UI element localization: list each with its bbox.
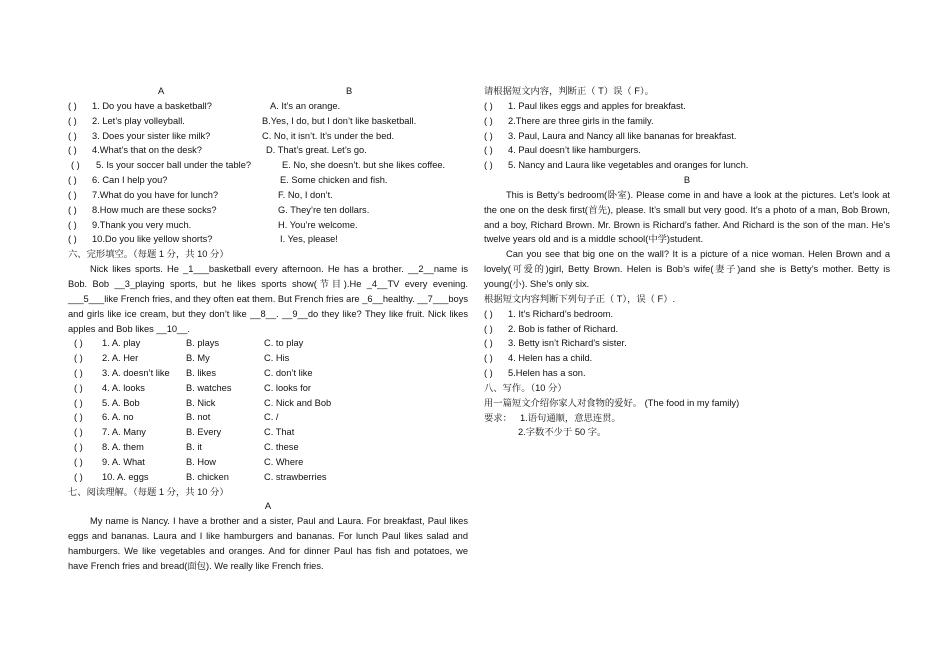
option-b: B. not — [186, 412, 211, 423]
matching-answer: I. Yes, please! — [280, 234, 338, 245]
matching-headers — [68, 84, 468, 99]
tf-statement: 1. It’s Richard’s bedroom. — [508, 308, 614, 319]
answer-blank: ( ) — [484, 100, 493, 111]
option-a: 9. A. What — [102, 456, 145, 467]
reading-b-instruction: 根据短文内容判断下列句子正（ T），误（ F）. — [484, 293, 676, 304]
answer-blank: ( ) — [74, 427, 83, 438]
tf-item — [484, 322, 890, 337]
matching-answer: D. That’s great. Let’s go. — [266, 145, 367, 156]
cloze-option-row — [68, 440, 468, 455]
reading-b-label: B — [683, 175, 691, 186]
matching-question: 10.Do you like yellow shorts? — [92, 234, 213, 245]
tf-item — [484, 351, 890, 366]
answer-blank: ( ) — [484, 160, 493, 171]
left-column — [68, 84, 468, 574]
tf-item — [484, 114, 890, 129]
matching-question: 4.What’s that on the desk? — [92, 145, 202, 156]
tf-statement: 4. Paul doesn’t like hamburgers. — [508, 145, 641, 156]
matching-answer: C. No, it isn’t. It’s under the bed. — [262, 130, 395, 141]
matching-question: 8.How much are these socks? — [92, 204, 217, 215]
answer-blank: ( ) — [68, 219, 77, 230]
answer-blank: ( ) — [68, 130, 77, 141]
cloze-option-row — [68, 410, 468, 425]
option-c: C. these — [264, 442, 299, 453]
option-b: B. Nick — [186, 397, 216, 408]
requirement-1-text: 1.语句通顺，意思连贯。 — [520, 412, 621, 423]
answer-blank: ( ) — [68, 100, 77, 111]
cloze-option-row — [68, 455, 468, 470]
answer-blank: ( ) — [484, 323, 493, 334]
answer-blank: ( ) — [74, 338, 83, 349]
reading-b-questions — [484, 307, 890, 381]
requirement-label: 要求： — [484, 412, 512, 423]
cloze-passage: Nick likes sports. He _1___basketball every afternoon. He has a brother. __2__name is Bob. Bob __3_playing sports, but he likes sports show(节目).He _4__TV every evening. ___5___like French fries, and they often eat them. But French fries are _6__healthy. __7___boys and girls like ice cream, but they don’t like __8__. __9__do they like? They like fruit. Nick likes apples and Bob likes __10__. — [68, 264, 468, 334]
answer-blank: ( ) — [74, 352, 83, 363]
answer-blank: ( ) — [68, 204, 77, 215]
tf-statement: 5. Nancy and Laura like vegetables and oranges for lunch. — [508, 160, 749, 171]
matching-question: 7.What do you have for lunch? — [92, 189, 219, 200]
option-a: 2. A. Her — [102, 352, 139, 363]
option-a: 8. A. them — [102, 442, 144, 453]
option-c: C. Nick and Bob — [264, 397, 332, 408]
cloze-option-row — [68, 470, 468, 485]
matching-item — [68, 129, 468, 144]
matching-item — [68, 218, 468, 233]
answer-blank: ( ) — [484, 130, 493, 141]
option-c: C. That — [264, 427, 295, 438]
cloze-option-row — [68, 336, 468, 351]
cloze-option-row — [68, 351, 468, 366]
option-b: B. chicken — [186, 471, 229, 482]
matching-item — [68, 114, 468, 129]
answer-blank: ( ) — [68, 175, 77, 186]
matching-item — [68, 99, 468, 114]
matching-answer: B.Yes, I do, but I don’t like basketball. — [262, 115, 417, 126]
reading-a-passage: My name is Nancy. I have a brother and a sister, Paul and Laura. For breakfast, Paul likes eggs and bananas. Laura and I like hamburgers and bananas. For lunch Paul likes salad and hamburgers. We like vegetables and oranges. And for dinner Paul has fish and potatoes, we have French fries and bread(面包). We really like French fries. — [68, 516, 468, 571]
answer-blank: ( ) — [68, 115, 77, 126]
matching-answer: E. No, she doesn’t. but she likes coffee. — [282, 160, 446, 171]
matching-answer: A. It’s an orange. — [270, 100, 341, 111]
right-column — [484, 84, 890, 440]
writing-requirement-1 — [484, 411, 890, 426]
matching-item — [68, 158, 468, 173]
matching-question: 6. Can I help you? — [92, 175, 168, 186]
reading-b-passage-1: This is Betty’s bedroom(卧室). Please come in and have a look at the pictures. Let’s look at the one on the desk first(首先), please. It’s small but very good. It’s a photo of a man, Bob Brown, and a boy, Richard Brown. Mr. Brown is Richard’s father. And Richard is the son of the man. He’s twelve years old and is a middle school(中学)student. — [484, 189, 890, 245]
matching-header-a: A — [158, 86, 165, 96]
reading-a-questions — [484, 99, 890, 173]
option-a: 1. A. play — [102, 338, 141, 349]
cloze-option-row — [68, 381, 468, 396]
cloze-option-row — [68, 425, 468, 440]
option-b: B. My — [186, 352, 210, 363]
answer-blank: ( ) — [484, 115, 493, 126]
option-a: 6. A. no — [102, 412, 134, 423]
reading-a-instruction: 请根据短文内容，判断正（ T）误（ F）。 — [484, 86, 654, 96]
option-b: B. watches — [186, 382, 232, 393]
matching-answer: F. No, I don’t. — [278, 189, 333, 200]
option-b: B. Every — [186, 427, 222, 438]
option-a: 5. A. Bob — [102, 397, 140, 408]
option-c: C. Where — [264, 456, 304, 467]
tf-item — [484, 143, 890, 158]
answer-blank: ( ) — [74, 412, 83, 423]
matching-question: 1. Do you have a basketball? — [92, 100, 212, 111]
answer-blank: ( ) — [68, 189, 77, 200]
option-c: C. / — [264, 412, 279, 423]
answer-blank: ( ) — [484, 308, 493, 319]
matching-question: 2. Let’s play volleyball. — [92, 115, 185, 126]
matching-item — [68, 173, 468, 188]
matching-question: 5. Is your soccer ball under the table? — [96, 160, 252, 171]
tf-statement: 2.There are three girls in the family. — [508, 115, 654, 126]
reading-heading: 七、阅读理解。（每题 1 分，共 10 分） — [68, 486, 229, 497]
cloze-options — [68, 336, 468, 484]
option-a: 3. A. doesn’t like — [102, 367, 170, 378]
option-b: B. likes — [186, 367, 216, 378]
matching-answer: G. They’re ten dollars. — [278, 204, 370, 215]
matching-answer: E. Some chicken and fish. — [280, 175, 388, 186]
answer-blank: ( ) — [484, 368, 493, 379]
matching-question: 9.Thank you very much. — [92, 219, 192, 230]
option-c: C. to play — [264, 338, 304, 349]
matching-question: 3. Does your sister like milk? — [92, 130, 211, 141]
answer-blank: ( ) — [74, 382, 83, 393]
option-b: B. it — [186, 442, 203, 453]
cloze-option-row — [68, 396, 468, 411]
matching-item — [68, 232, 468, 247]
answer-blank: ( ) — [74, 471, 83, 482]
tf-item — [484, 366, 890, 381]
answer-blank: ( ) — [484, 338, 493, 349]
tf-item — [484, 307, 890, 322]
answer-blank: ( ) — [68, 145, 77, 156]
option-c: C. His — [264, 352, 290, 363]
option-b: B. How — [186, 456, 216, 467]
matching-item — [68, 203, 468, 218]
tf-item — [484, 158, 890, 173]
option-c: C. don’t like — [264, 367, 313, 378]
cloze-heading: 六、完形填空。（每题 1 分，共 10 分） — [68, 249, 229, 260]
option-c: C. strawberries — [264, 471, 327, 482]
option-a: 10. A. eggs — [102, 471, 149, 482]
tf-statement: 2. Bob is father of Richard. — [508, 323, 619, 334]
answer-blank: ( ) — [74, 397, 83, 408]
cloze-option-row — [68, 366, 468, 381]
matching-header-b: B — [346, 86, 353, 96]
answer-blank: ( ) — [484, 145, 493, 156]
tf-item — [484, 99, 890, 114]
tf-item — [484, 129, 890, 144]
matching-item — [68, 143, 468, 158]
reading-a-label: A — [264, 501, 272, 512]
tf-statement: 4. Helen has a child. — [508, 353, 593, 364]
writing-heading: 八、写作。（10 分） — [484, 382, 567, 393]
option-a: 7. A. Many — [102, 427, 146, 438]
tf-statement: 5.Helen has a son. — [508, 368, 586, 379]
option-b: B. plays — [186, 338, 220, 349]
tf-item — [484, 336, 890, 351]
writing-requirement-2: 2.字数不少于 50 字。 — [518, 427, 607, 438]
answer-blank: ( ) — [71, 160, 80, 171]
tf-statement: 3. Betty isn’t Richard’s sister. — [508, 338, 627, 349]
answer-blank: ( ) — [484, 353, 493, 364]
tf-statement: 3. Paul, Laura and Nancy all like bananas for breakfast. — [508, 130, 737, 141]
matching-item — [68, 188, 468, 203]
answer-blank: ( ) — [74, 442, 83, 453]
reading-b-passage-2: Can you see that big one on the wall? It is a picture of a nice woman. Helen Brown and a lovely(可爱的)girl, Betty Brown. Helen is Bob’s wife(妻子)and she is Betty’s mother. Betty is young(小). She’s only six. — [484, 249, 890, 289]
answer-blank: ( ) — [74, 367, 83, 378]
answer-blank: ( ) — [68, 234, 77, 245]
matching-answer: H. You’re welcome. — [278, 219, 358, 230]
option-c: C. looks for — [264, 382, 312, 393]
matching-list — [68, 99, 468, 247]
option-a: 4. A. looks — [102, 382, 145, 393]
writing-prompt: 用一篇短文介绍你家人对食物的爱好。 (The food in my family) — [484, 397, 740, 408]
answer-blank: ( ) — [74, 456, 83, 467]
tf-statement: 1. Paul likes eggs and apples for breakfast. — [508, 100, 686, 111]
